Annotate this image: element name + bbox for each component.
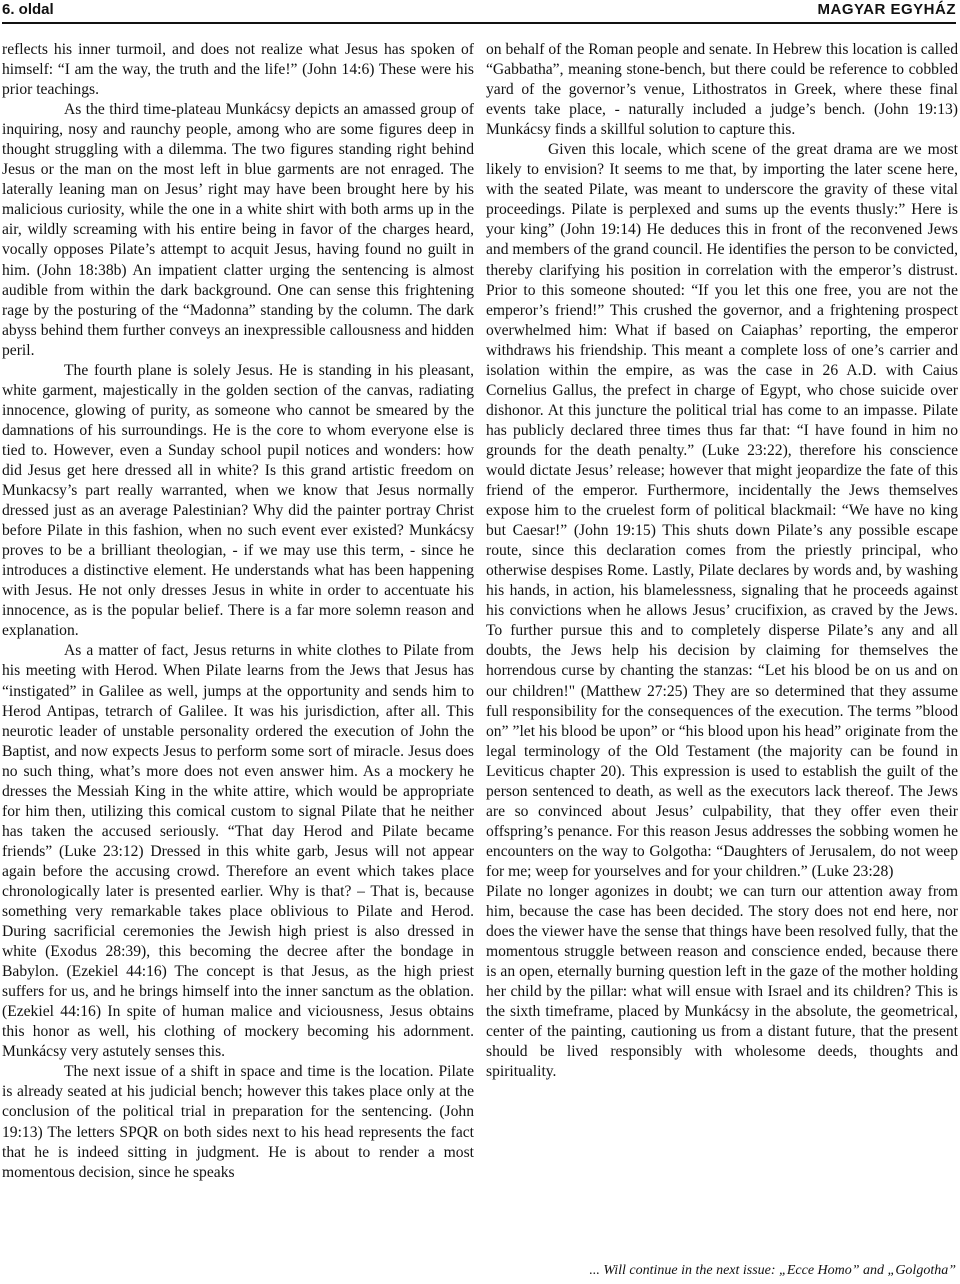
left-column	[2, 40, 474, 1183]
paragraph: Pilate no longer agonizes in doubt; we can turn our attention away from him, because the case has been decided. The story does not end here, nor does the viewer have the sense that things have been resolved fully, that the momentous struggle between reason and conscience ended, because there is an open, eternally burning question left in the gaze of the mother holding her child by the pillar: what will ensue with Israel and its children? This is the sixth timeframe, placed by Munkácsy in the absolute, the geometrical, center of the painting, cautioning us from a distant future, that the present should be lived responsibly with wholesome deeds, thoughts and spirituality.	[486, 882, 958, 1081]
right-column	[486, 40, 958, 1082]
paragraph: As a matter of fact, Jesus returns in white clothes to Pilate from his meeting with Herod. When Pilate learns from the Jews that Jesus has “instigated” in Galilee as well, jumps at the opportunity and sends him to Herod Antipas, tetrarch of Galilee. It was his jurisdiction, after all. This neurotic leader of unstable personality ordered the execution of John the Baptist, and now expects Jesus to perform some sort of miracle. Jesus does no such thing, what’s more does not even answer him. As a mockery he dresses the Messiah King in the white attire, which would be appropriate for him then, utilizing this comical custom to signal Pilate that he neither has taken the accused seriously. “That day Herod and Pilate became friends” (Luke 23:12) Dressed in this white garb, Jesus will not appear again before the accusing crowd. Therefore an event which takes place chronologically later is presented earlier. Why is that? – That is, because something very remarkable takes place oblivious to Pilate and Herod. During sacrificial ceremonies the Jewish high priest is also dressed in white (Exodus 28:39), this becoming the decree after the bondage in Babylon. (Ezekiel 44:16) The concept is that Jesus, as the high priest suffers for us, and he brings himself into the inner sanctum as the oblation. (Ezekiel 44:16) In spite of human malice and viciousness, Jesus obtains this honor as well, his clothing of mockery becoming his adornment. Munkácsy very astutely senses this.	[2, 642, 474, 1061]
paragraph: As the third time-plateau Munkácsy depicts an amassed group of inquiring, nosy and raunchy people, among who are some figures deep in thought struggling with a dilemma. The two figures standing right behind Jesus or the man on the most left in blue garments are not enraged. The laterally leaning man on Jesus’ right may have been brought here by his malicious curiosity, while the one in a white shirt with both arms up in the air, wildly screaming with his entire being in favor of the charges heard, vocally opposes Pilate’s attempt to acquit Jesus, having found no guilt in him. (John 18:38b) An impatient clatter urging the sentencing is almost audible from within the dark background. One can sense this frightening rage by the posturing of the “Madonna” standing by the column. The dark abyss behind them further conveys an inexpressible callousness and hidden peril.	[2, 101, 474, 359]
paragraph: on behalf of the Roman people and senate. In Hebrew this location is called “Gabbatha”, meaning stone-bench, but there could be reference to cobbled yard of the governor’s venue, Lithostratos in Greek, where these final events take place, - naturally included a judge’s bench. (John 19:13) Munkácsy finds a skillful solution to capture this.	[486, 41, 958, 139]
continuation-note: ... Will continue in the next issue: „Ecce Homo” and „Golgotha”	[589, 1263, 956, 1278]
paragraph: reflects his inner turmoil, and does not realize what Jesus has spoken of himself: “I am the way, the truth and the life!” (John 14:6) These were his prior teachings.	[2, 41, 474, 99]
paragraph: Given this locale, which scene of the great drama are we most likely to envision? It seems to me that, by importing the later scene here, with the seated Pilate, was meant to underscore the gravity of these vital proceedings. Pilate is perplexed and sums up the events thusly:” Here is your king” (John 19:14) He deduces this in front of the reconvened Jews and members of the grand council. He identifies the person to be convicted, thereby clarifying his position in correlation with the emperor’s distrust. Prior to this someone shouted: “If you let this one free, you are not the emperor’s friend!” This crushed the governor, and a frightening prospect overwhelmed him: What if based on Caiaphas’ reporting, the emperor withdraws his friendship. This meant a complete loss of one’s carrier and isolation within the empire, as was the case in 26 A.D. with Caius Cornelius Gallus, the prefect in charge of Egypt, who chose suicide over dishonor. At this juncture the political trial has come to an impasse. Pilate has publicly declared three times thus far that: “I have found in him no grounds for the death penalty.” (Luke 23:22), therefore his conscience would dictate Jesus’ release; however that might jeopardize the fate of this friend of the emperor. Furthermore, incidentally the Jews themselves expose him to the cruelest form of political blackmail: “We have no king but Caesar!” (John 19:15) This shuts down Pilate’s any possible escape route, since this declaration comes from the priestly principal, who otherwise despises Rome. Lastly, Pilate declares by words and, by washing his hands, in action, his blamelessness, signaling that he proceeds against his convictions when he allows Jesus’ crucifixion, as craved by the Jews. To further pursue this and to completely disperse Pilate’s any and all doubts, the Jews help his decision by claiming for themselves the horrendous curse by chanting the stanzas: “Let his blood be on us and on our children!" (Matthew 27:25) They are so determined that they assume full responsibility for the consequences of the execution. The terms ”blood on” ”let his blood be upon” or “his blood upon his head” originate from the legal terminology of the Old Testament (the majority can be found in Leviticus chapter 20). This expression is used to establish the guilt of the person sentenced to death, as well as the executors lack thereof. The Jews are so convinced about Jesus’ culpability, that they offer even their offspring’s penance. For this reason Jesus addresses the sobbing women he encounters on the way to Golgotha: “Daughters of Jerusalem, do not weep for me; weep for yourselves and for your children.” (Luke 23:28)	[486, 141, 958, 880]
page-number: 6. oldal	[2, 1, 54, 18]
paragraph: The fourth plane is solely Jesus. He is standing in his pleasant, white garment, majestically in the golden section of the canvas, radiating innocence, glowing of purity, as someone who cannot be smeared by the damnations of his surroundings. He is the core to whom everyone else is tied to. However, even a Sunday school pupil notices and wonders: how did Jesus get here dressed all in white? Is this grand artistic freedom on Munkacsy’s part really warranted, when we know that Jesus normally dressed just as an average Palestinian? Why did the painter portray Christ before Pilate in this fashion, when no such event ever existed? Munkácsy proves to be a brilliant theologian, - if we may use this term, - since he introduces a distinctive element. He understands what has been happening with Jesus. He not only dresses Jesus in white in order to accentuate his innocence, as is the popular belief. There is a far more solemn reason and explanation.	[2, 361, 474, 640]
paragraph: The next issue of a shift in space and time is the location. Pilate is already seated at his judicial bench; however this takes place only at the conclusion of the political trial in preparation for the sentencing. (John 19:13) The letters SPQR on both sides next to his head represents the fact that he is indeed sitting in judgment. He is about to render a most momentous decision, since he speaks	[2, 1063, 474, 1181]
publication-title: MAGYAR EGYHÁZ	[817, 1, 956, 18]
page-header	[2, 0, 956, 24]
